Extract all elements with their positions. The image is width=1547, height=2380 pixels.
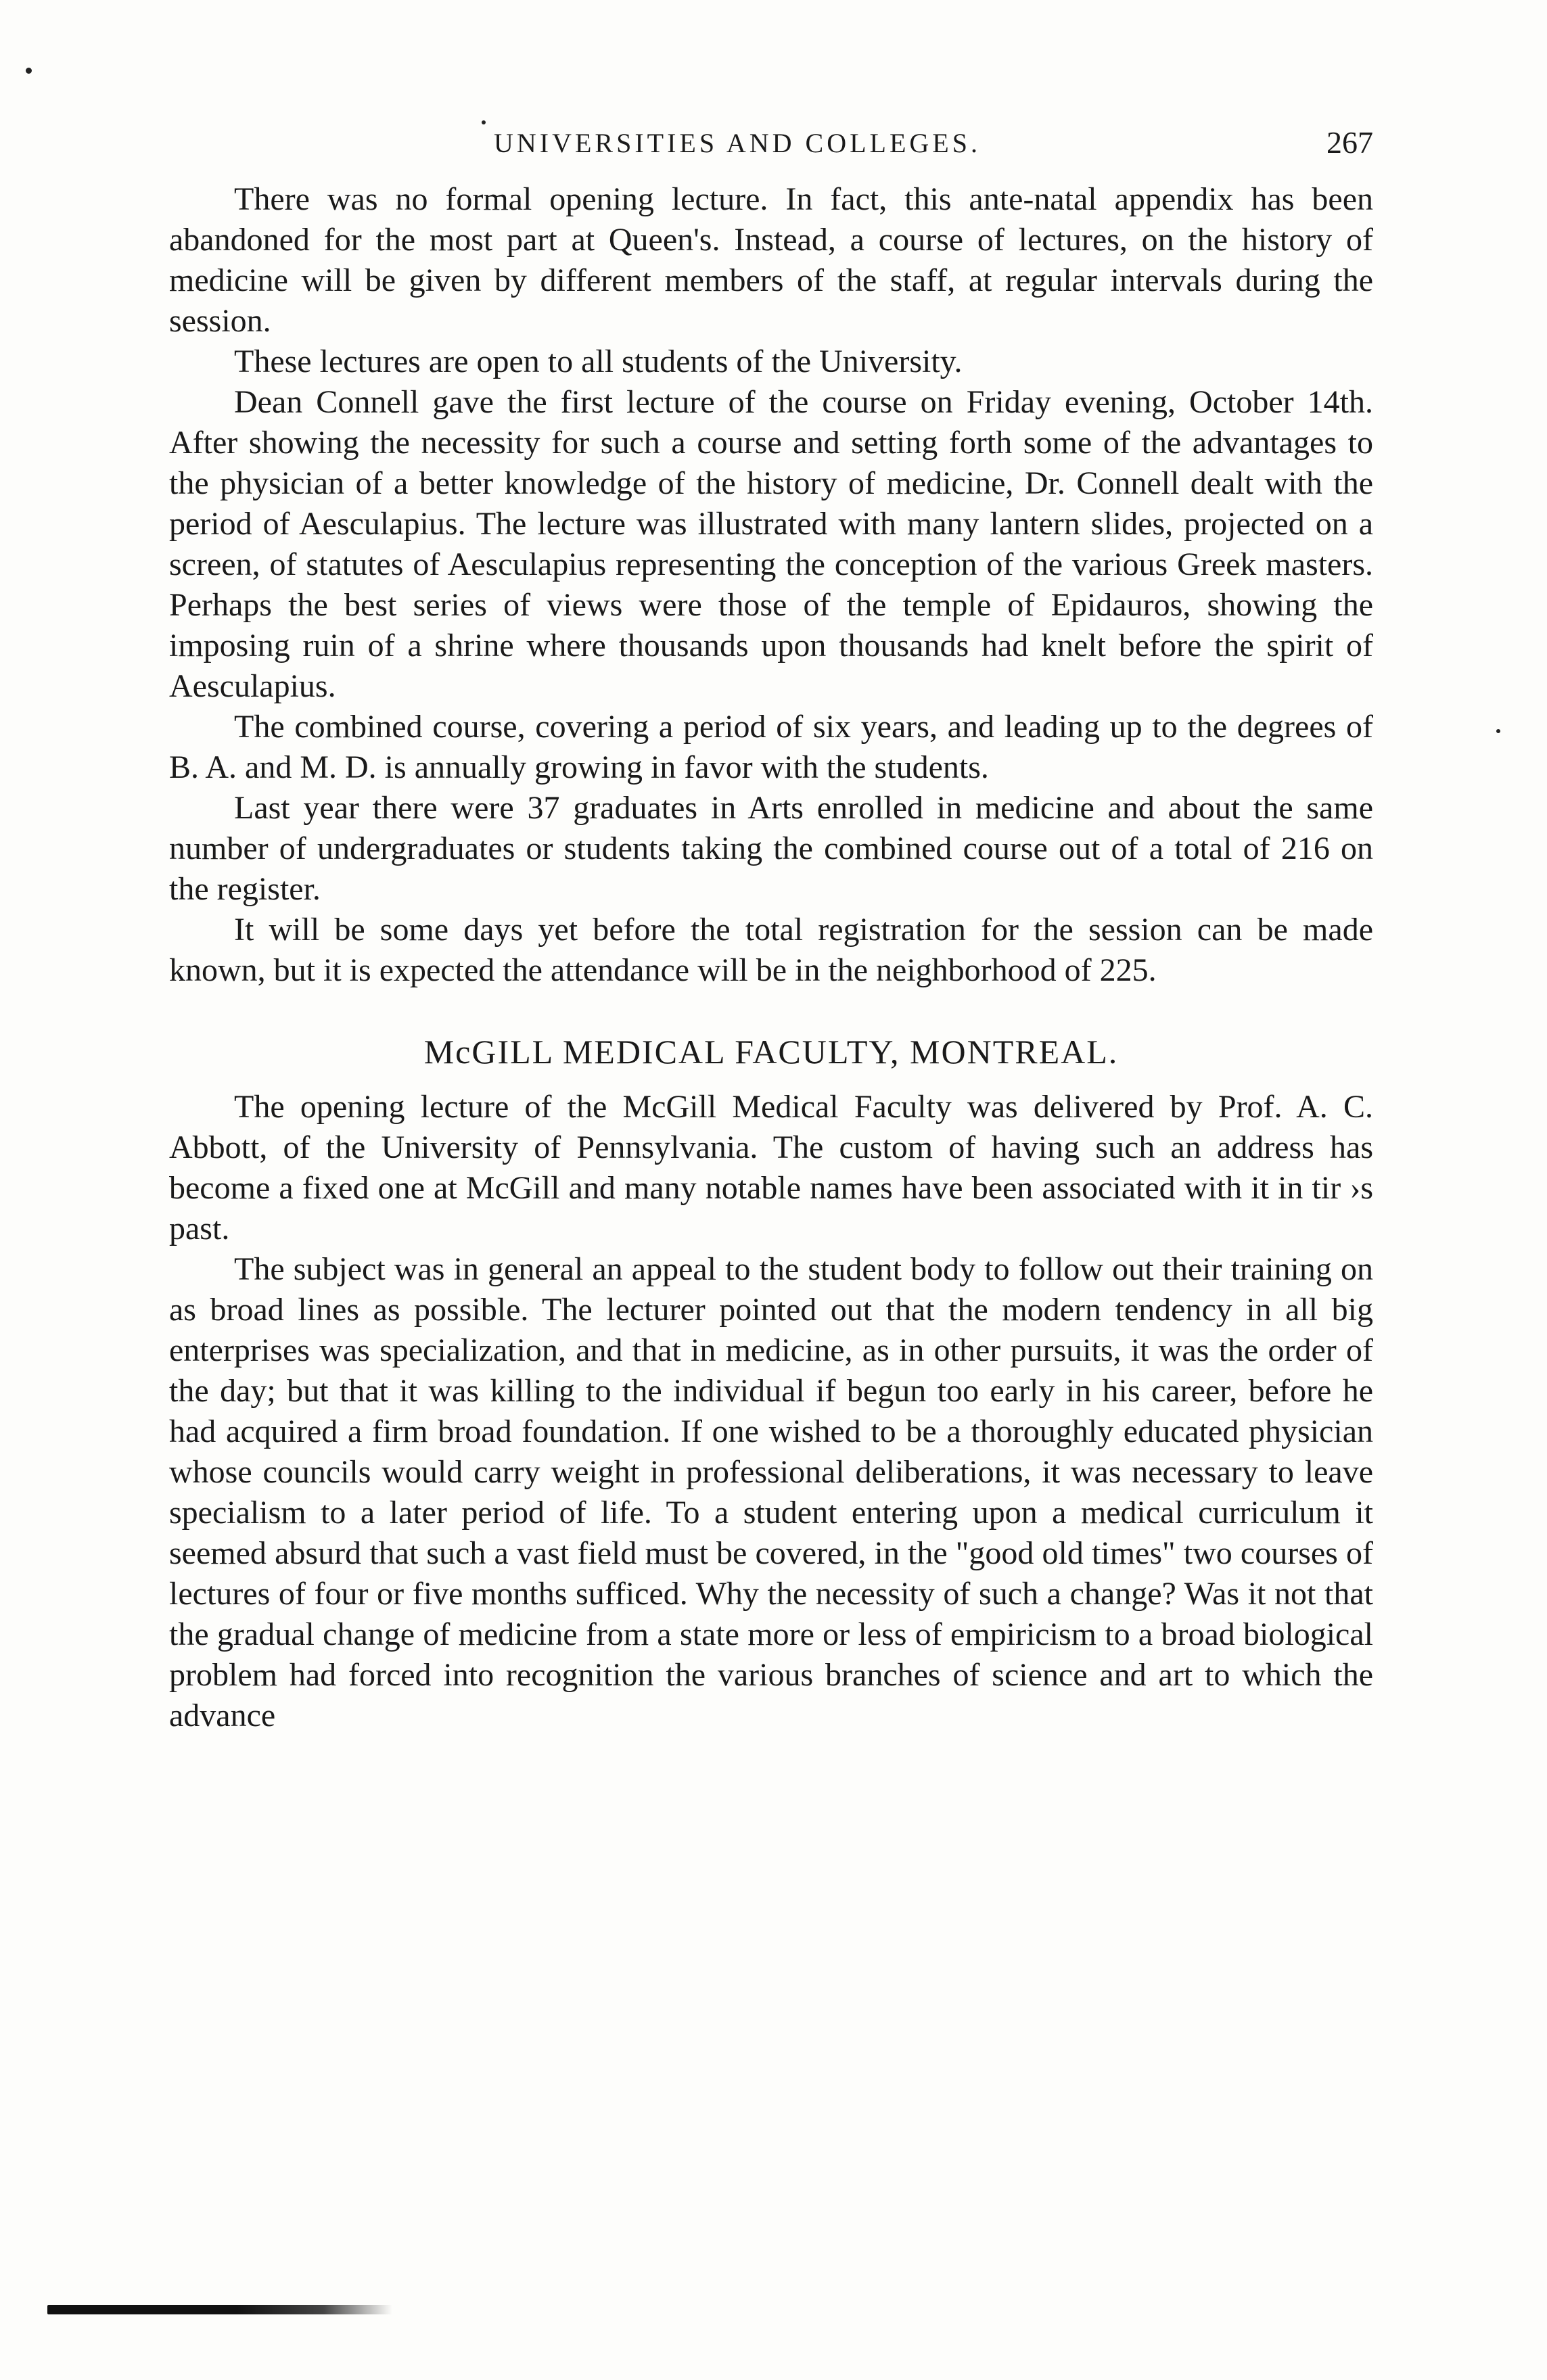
- ink-speck: [26, 68, 32, 74]
- section-heading: McGILL MEDICAL FACULTY, MONTREAL.: [423, 1033, 1119, 1071]
- paragraph: It will be some days yet before the total registration for the session can be made known, but it is expected the attendance will be in the neighborhood of 225.: [169, 912, 1373, 988]
- bottom-scan-rule: [47, 2305, 392, 2314]
- page-number: 267: [1326, 125, 1373, 160]
- ink-speck: [1496, 729, 1500, 733]
- running-title: UNIVERSITIES AND COLLEGES.: [494, 128, 981, 158]
- running-head: [169, 122, 1373, 169]
- paragraph: There was no formal opening lecture. In fact, this ante-natal appendix has been abandoned for the most part at Queen's. Instead, a course of lectures, on the history of medicine will be given by different members of the staff, at regular intervals during the session.: [169, 181, 1373, 339]
- section-paragraph: The opening lecture of the McGill Medical Faculty was delivered by Prof. A. C. Abbott, of the University of Pennsylvania. The custom of having such an address has become a fixed one at McGill and many notable names have been associated with it in tir ›s past.: [169, 1089, 1373, 1246]
- paragraph: The combined course, covering a period of six years, and leading up to the degrees of B. A. and M. D. is annually growing in favor with the students.: [169, 709, 1373, 785]
- paragraph: Last year there were 37 graduates in Arts enrolled in medicine and about the same number of undergraduates or students taking the combined course out of a total of 216 on the register.: [169, 790, 1373, 907]
- body-text: [169, 179, 1373, 1736]
- section-paragraph: The subject was in general an appeal to the student body to follow out their training on as broad lines as possible. The lecturer pointed out that the modern tendency in all big enterprises was specialization, and that in medicine, as in other pursuits, it was the order of the day; but that it was killing to the individual if begun too early in his career, before he had acquired a firm broad foundation. If one wished to be a thoroughly educated physician whose councils would carry weight in professional deliberations, it was necessary to leave specialism to a later period of life. To a student entering upon a medical curriculum it seemed absurd that such a vast field must be covered, in the "good old times" two courses of lectures of four or five months sufficed. Why the necessity of such a change? Was it not that the gradual change of medicine from a state more or less of empiricism to a broad biological problem had forced into recognition the various branches of science and art to which the advance: [169, 1251, 1373, 1733]
- paragraph: These lectures are open to all students of the University.: [234, 344, 963, 379]
- paragraph: Dean Connell gave the first lecture of the course on Friday evening, October 14th. After showing the necessity for such a course and setting forth some of the advantages to the physician of a better knowledge of the history of medicine, Dr. Connell dealt with the period of Aesculapius. The lecture was illustrated with many lantern slides, projected on a screen, of statutes of Aesculapius representing the conception of the various Greek masters. Perhaps the best series of views were those of the temple of Epidauros, showing the imposing ruin of a shrine where thousands upon thousands had knelt before the spirit of Aesculapius.: [169, 384, 1373, 704]
